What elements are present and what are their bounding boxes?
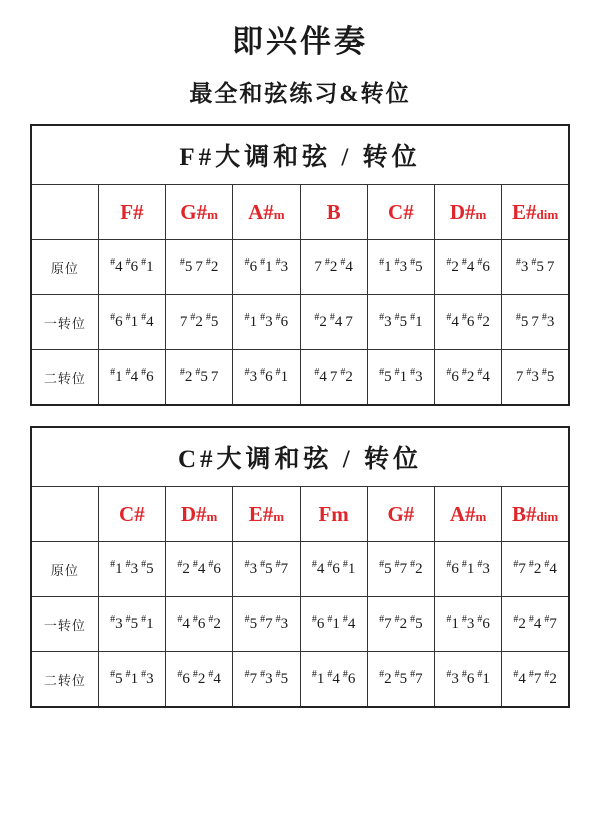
note-cell: #1 #4 #6 [98, 350, 165, 406]
row-label: 一转位 [31, 295, 98, 350]
note-cell: #3 #6 #1 [233, 350, 300, 406]
note-cell: #1 #4 #6 [300, 652, 367, 708]
chord-table-2 [30, 426, 570, 708]
chord-header-cell [435, 185, 502, 240]
chord-label: Fm [318, 501, 349, 526]
note-cell: #2 #4 #6 [435, 240, 502, 295]
table-row [31, 350, 569, 406]
chord-label: A#m [449, 501, 487, 526]
table-2-caption: C#大调和弦 / 转位 [31, 427, 569, 487]
note-cell: #5 #1 #3 [367, 350, 434, 406]
note-cell: 7 #2 #5 [166, 295, 233, 350]
chord-label: F# [120, 199, 144, 224]
corner-cell [31, 487, 98, 542]
chord-label: B#dim [512, 501, 559, 526]
chord-header-cell [166, 185, 233, 240]
note-cell: #6 #1 #4 [98, 295, 165, 350]
page-title: 即兴伴奏 [232, 24, 368, 59]
note-cell: #3 #5 #1 [98, 597, 165, 652]
note-cell: #4 #6 #2 [166, 597, 233, 652]
chord-header-cell [502, 185, 569, 240]
chord-label: E#dim [512, 199, 559, 224]
note-cell: #1 #3 #6 [435, 597, 502, 652]
note-cell: #2 #5 7 [166, 350, 233, 406]
table-caption-row [31, 427, 569, 487]
chord-label: G#m [180, 199, 218, 224]
note-cell: #3 #5 #1 [367, 295, 434, 350]
note-cell: #4 #6 #1 [98, 240, 165, 295]
note-cell: 7 #3 #5 [502, 350, 569, 406]
chord-header-cell [502, 487, 569, 542]
chord-label: G# [387, 501, 415, 526]
row-label: 一转位 [31, 597, 98, 652]
note-cell: #7 #2 #5 [367, 597, 434, 652]
chord-label: E#m [248, 501, 285, 526]
note-cell: #6 #1 #4 [300, 597, 367, 652]
table-row [31, 597, 569, 652]
table-row [31, 542, 569, 597]
note-cell: #5 7 #3 [502, 295, 569, 350]
chord-header-cell [233, 185, 300, 240]
chord-header-cell [166, 487, 233, 542]
chord-table-1 [30, 124, 570, 406]
note-cell: #5 7 #2 [166, 240, 233, 295]
note-cell: #2 #4 #6 [166, 542, 233, 597]
chord-header-cell [98, 185, 165, 240]
row-label: 原位 [31, 542, 98, 597]
row-label: 原位 [31, 240, 98, 295]
note-cell: #3 #6 #1 [435, 652, 502, 708]
table-row [31, 240, 569, 295]
note-cell: #2 #4 #7 [502, 597, 569, 652]
note-cell: #6 #1 #3 [233, 240, 300, 295]
note-cell: #1 #3 #5 [98, 542, 165, 597]
note-cell: #4 #7 #2 [502, 652, 569, 708]
chord-label: C# [119, 501, 145, 526]
chord-header-cell [367, 185, 434, 240]
chord-label: D#m [449, 199, 487, 224]
note-cell: #7 #2 #4 [502, 542, 569, 597]
note-cell: #7 #3 #5 [233, 652, 300, 708]
chord-header-cell [98, 487, 165, 542]
note-cell: #4 7 #2 [300, 350, 367, 406]
note-cell: #5 #7 #2 [367, 542, 434, 597]
page-subtitle: 最全和弦练习&转位 [189, 81, 411, 106]
note-cell: #3 #5 #7 [233, 542, 300, 597]
note-cell: #1 #3 #5 [367, 240, 434, 295]
corner-cell [31, 185, 98, 240]
table-row [31, 652, 569, 708]
note-cell: #2 #4 7 [300, 295, 367, 350]
note-cell: #6 #2 #4 [435, 350, 502, 406]
note-cell: #4 #6 #2 [435, 295, 502, 350]
table-1-caption: F#大调和弦 / 转位 [31, 125, 569, 185]
chord-header-cell [233, 487, 300, 542]
note-cell: #6 #1 #3 [435, 542, 502, 597]
note-cell: #3 #5 7 [502, 240, 569, 295]
chord-header-cell [300, 185, 367, 240]
chord-label: A#m [248, 199, 285, 224]
table-2-header-row [31, 487, 569, 542]
note-cell: #4 #6 #1 [300, 542, 367, 597]
sheet-page [0, 16, 600, 816]
note-cell: #5 #7 #3 [233, 597, 300, 652]
row-label: 二转位 [31, 350, 98, 406]
row-label: 二转位 [31, 652, 98, 708]
chord-header-cell [367, 487, 434, 542]
note-cell: #2 #5 #7 [367, 652, 434, 708]
chord-label: D#m [180, 501, 218, 526]
table-caption-row [31, 125, 569, 185]
note-cell: #5 #1 #3 [98, 652, 165, 708]
chord-label: B [326, 199, 341, 224]
note-cell: #1 #3 #6 [233, 295, 300, 350]
chord-header-cell [435, 487, 502, 542]
note-cell: 7 #2 #4 [300, 240, 367, 295]
table-1-header-row [31, 185, 569, 240]
table-row [31, 295, 569, 350]
chord-header-cell [300, 487, 367, 542]
note-cell: #6 #2 #4 [166, 652, 233, 708]
chord-label: C# [388, 199, 414, 224]
